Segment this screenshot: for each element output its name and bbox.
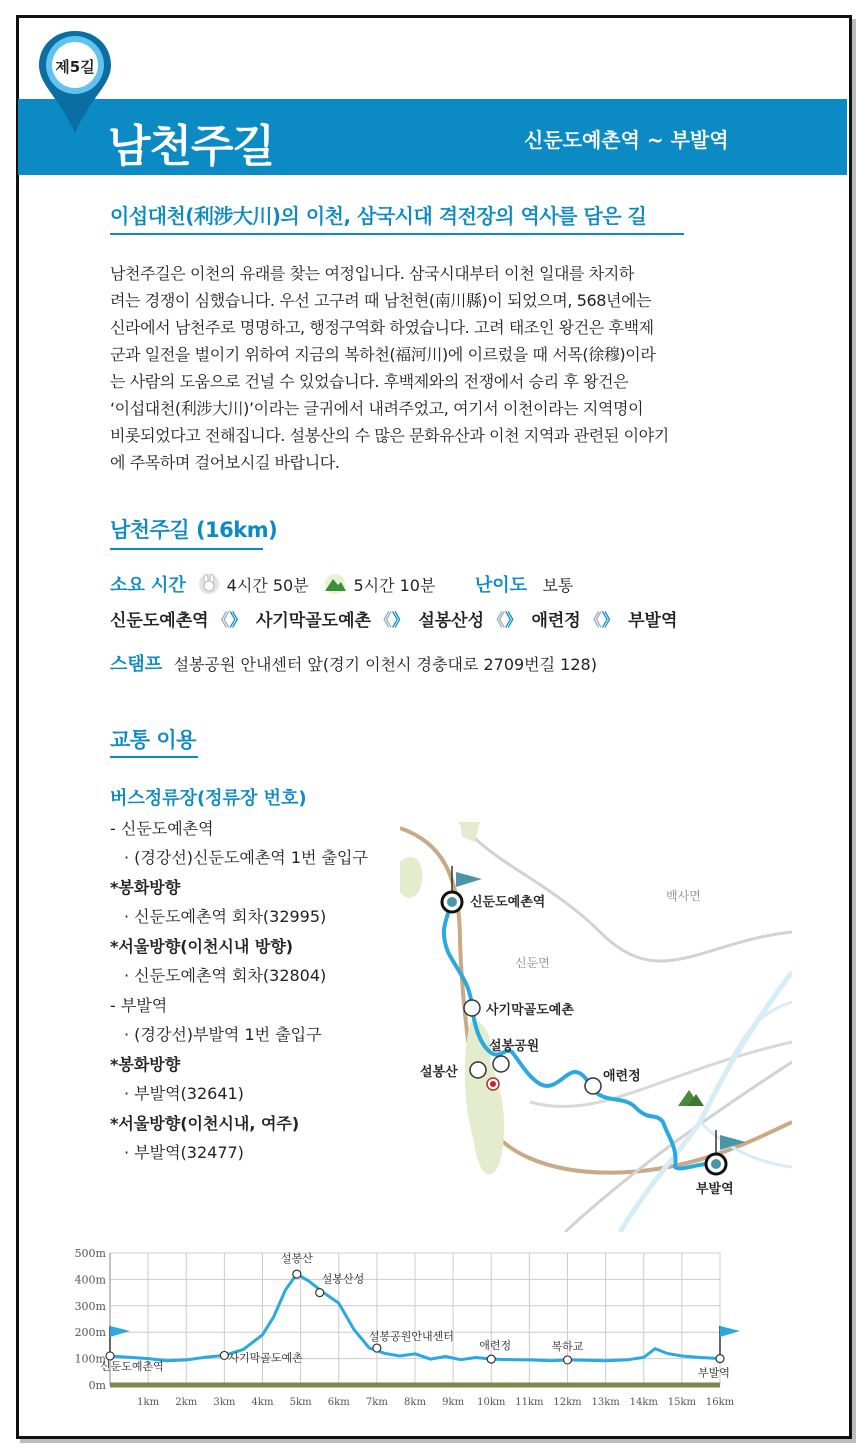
elevation-marker [373, 1344, 381, 1352]
stamp-row [110, 650, 597, 676]
intro-line: 에 주목하며 걸어보시길 바랍니다. [110, 453, 340, 472]
stop-marker [470, 1062, 486, 1078]
end-station-dot [711, 1159, 721, 1169]
map-label-baeksa: 백사면 [666, 889, 701, 903]
transit-heading-underline [110, 756, 198, 758]
elevation-marker [316, 1289, 324, 1297]
bike-time: 5시간 10분 [353, 576, 436, 595]
y-tick-label: 0m [88, 1379, 106, 1392]
marker-label: 부발역 [698, 1366, 730, 1380]
stops-row [110, 606, 677, 631]
marker-label: 설봉산 [280, 1252, 313, 1266]
map-label-start: 신둔도예촌역 [470, 895, 546, 910]
bus-direction: *봉화방향 [110, 877, 181, 897]
intro-line: 군과 일전을 벌이기 위하여 지금의 복하천(福河川)에 이르렀을 때 서목(徐穆)이라 [110, 345, 656, 364]
intro-line: 려는 경쟁이 심했습니다. 우선 고구려 때 남천현(南川縣)이 되었으며, 568년에는 [110, 291, 652, 310]
map-label-end: 부발역 [696, 1182, 734, 1197]
intro-line: 비롯되었다고 전해집니다. 설봉산의 수 많은 문화유산과 이천 지역과 관련된 이야기 [110, 426, 669, 445]
time-row [110, 571, 573, 597]
bus-direction: *서울방향(이천시내 방향) [110, 936, 294, 956]
marker-label: 복하교 [551, 1339, 584, 1353]
elevation-marker [106, 1352, 114, 1360]
x-tick-label: 9km [442, 1397, 465, 1408]
start-flag-icon [456, 872, 482, 887]
elevation-marker [487, 1355, 495, 1363]
start-station-dot [447, 897, 457, 907]
intro-line: 남천주길은 이천의 유래를 찾는 여정입니다. 삼국시대부터 이천 일대를 차지하 [110, 264, 634, 283]
hill-icon [322, 573, 348, 595]
marker-label: 설봉공원안내센터 [368, 1330, 454, 1344]
stop-item: 부발역 [628, 611, 678, 631]
x-tick-label: 12km [553, 1397, 582, 1408]
elevation-marker [220, 1351, 228, 1359]
x-tick-label: 14km [629, 1397, 658, 1408]
route-range: 신둔도예촌역 ~ 부발역 [524, 128, 729, 152]
x-tick-label: 15km [667, 1397, 697, 1408]
route-badge: 제5길 [55, 58, 95, 76]
bus-stop-item: · 부발역(32641) [124, 1084, 244, 1103]
y-tick-label: 500m [74, 1247, 106, 1260]
map-road [460, 822, 792, 961]
y-tick-label: 100m [74, 1352, 106, 1366]
map-forest [400, 857, 422, 898]
x-tick-label: 3km [213, 1397, 236, 1408]
x-tick-label: 13km [591, 1397, 620, 1408]
bus-stop-item: · 신둔도예촌역 회차(32995) [124, 907, 327, 926]
stop-item: 신둔도예촌역 [110, 611, 209, 631]
route-subtitle: 이섭대천(利涉大川)의 이천, 삼국시대 격전장의 역사를 담은 길 [110, 204, 647, 228]
x-tick-label: 16km [705, 1397, 735, 1408]
stamp-label: 스탬프 [110, 654, 163, 675]
intro-line: ‘이섭대천(利涉大川)’이라는 글귀에서 내려주었고, 여기서 이천이라는 지역명이 [110, 399, 644, 418]
elevation-marker [293, 1270, 301, 1278]
x-tick-label: 8km [404, 1397, 426, 1408]
x-tick-label: 11km [515, 1397, 544, 1408]
x-tick-label: 1km [137, 1397, 160, 1408]
stop-item: 애련정 [531, 611, 581, 631]
transit-heading: 교통 이용 [110, 728, 196, 752]
subtitle-underline [110, 233, 684, 235]
intro-line: 신라에서 남천주로 명명하고, 행정구역화 하였습니다. 고려 태조인 왕건은 후백제 [110, 318, 654, 337]
x-tick-label: 7km [365, 1397, 388, 1408]
elevation-marker [564, 1356, 572, 1364]
stop-marker [585, 1078, 601, 1094]
bus-station-name: - 신둔도예촌역 [110, 818, 214, 838]
stop-item: 사기막골도예촌 [255, 611, 371, 631]
stamp-location: 설봉공원 안내센터 앞(경기 이천시 경충대로 2709번길 128) [173, 655, 597, 674]
end-flag-icon [720, 1326, 740, 1337]
route-arrows-icon: 《》 [212, 611, 247, 631]
x-tick-label: 2km [175, 1397, 198, 1408]
difficulty-value: 보통 [542, 576, 574, 595]
x-tick-label: 4km [251, 1397, 274, 1408]
time-label: 소요 시간 [110, 575, 186, 596]
bus-info [110, 784, 368, 1168]
stamp-marker-dot [490, 1081, 496, 1087]
start-flag-icon [110, 1326, 130, 1337]
bus-direction: *봉화방향 [110, 1054, 181, 1074]
route-arrows-icon: 《》 [488, 611, 523, 631]
page-title: 남천주길 [108, 121, 275, 172]
x-tick-label: 6km [327, 1397, 350, 1408]
x-tick-label: 5km [289, 1397, 312, 1408]
walk-time: 4시간 50분 [226, 576, 309, 595]
route-arrows-icon: 《》 [584, 611, 619, 631]
course-heading: 남천주길 (16km) [110, 518, 278, 542]
bus-heading: 버스정류장(정류장 번호) [110, 788, 307, 809]
y-tick-label: 300m [74, 1299, 106, 1313]
marker-label: 애련정 [479, 1339, 512, 1353]
elevation-marker [716, 1355, 724, 1363]
marker-label: 신둔도예촌역 [100, 1359, 164, 1373]
map-label-aeryeon: 애련정 [603, 1069, 641, 1084]
difficulty-label: 난이도 [474, 575, 528, 596]
bus-stop-item: · (경강선)부발역 1번 출입구 [124, 1025, 322, 1044]
map-label-sindun: 신둔면 [515, 956, 550, 970]
marker-label: 설봉산성 [321, 1272, 365, 1286]
stop-marker [493, 1056, 509, 1072]
bus-direction: *서울방향(이천시내, 여주) [110, 1113, 300, 1133]
y-tick-label: 400m [74, 1273, 106, 1287]
stop-marker [464, 1000, 480, 1016]
bus-stop-item: · 신둔도예촌역 회차(32804) [124, 966, 327, 985]
x-tick-label: 10km [477, 1397, 506, 1408]
stop-item: 설봉산성 [418, 611, 485, 631]
course-heading-underline [110, 548, 263, 550]
route-badge-pin-icon [35, 27, 115, 137]
y-tick-label: 200m [74, 1326, 106, 1340]
intro-text [110, 260, 730, 476]
map-label-sagimak: 사기막골도예촌 [486, 1003, 574, 1018]
route-arrows-icon: 《》 [374, 611, 409, 631]
bus-stop-item: · (경강선)신둔도예촌역 1번 출입구 [124, 848, 368, 867]
elevation-chart [70, 1240, 750, 1415]
route-map [400, 822, 792, 1232]
intro-line: 는 사람의 도움으로 건널 수 있었습니다. 후백제와의 전쟁에서 승리 후 왕건은 [110, 372, 629, 391]
bus-stop-item: · 부발역(32477) [124, 1143, 244, 1162]
walking-rabbit-icon [197, 573, 221, 595]
map-label-seolbongsan: 설봉산 [420, 1065, 458, 1080]
map-label-seolbongpark: 설봉공원 [489, 1039, 540, 1054]
marker-label: 사기막골도예촌 [228, 1351, 303, 1365]
bus-station-name: - 부발역 [110, 995, 168, 1015]
